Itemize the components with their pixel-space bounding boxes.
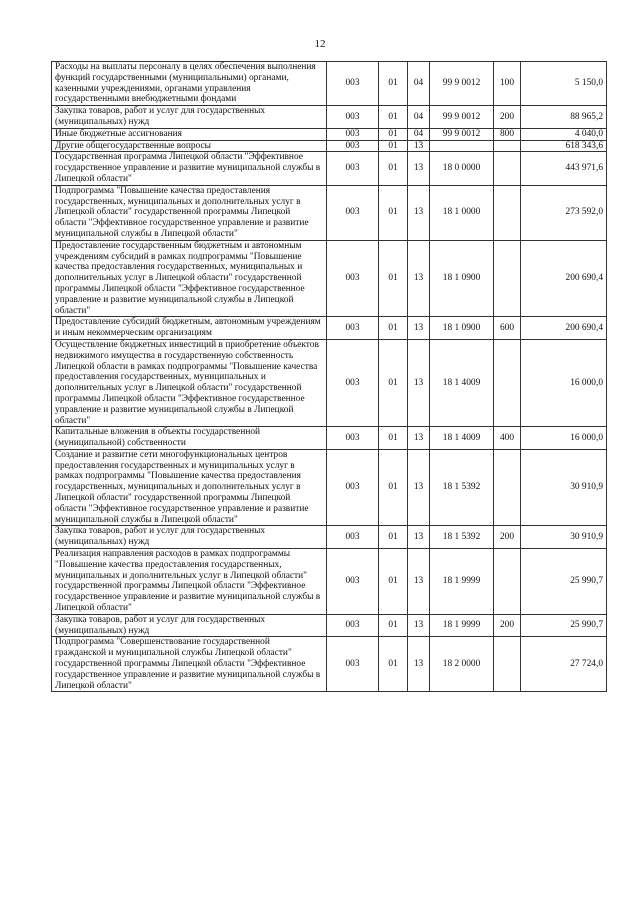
section-cell: 01 [379, 449, 408, 526]
expense-name-cell: Подпрограмма "Совершенствование государственной гражданской и муниципальной службы Липецкой области" государственной программы Липецкой области "Эффективное государственное управление и развитие муниципальной службы в Липецкой области" [52, 637, 327, 692]
amount-cell: 200 690,4 [521, 240, 607, 317]
target-item-cell [430, 140, 494, 152]
expense-type-cell [494, 449, 521, 526]
subsection-cell: 13 [408, 614, 430, 637]
table-row [52, 449, 607, 526]
table-row [52, 427, 607, 450]
department-code-cell: 003 [327, 317, 379, 340]
department-code-cell: 003 [327, 152, 379, 185]
amount-cell: 30 910,9 [521, 526, 607, 549]
expense-type-cell [494, 140, 521, 152]
section-cell: 01 [379, 526, 408, 549]
table-row [52, 637, 607, 692]
section-cell: 01 [379, 140, 408, 152]
department-code-cell: 003 [327, 62, 379, 106]
table-row [52, 62, 607, 106]
target-item-cell: 99 9 0012 [430, 128, 494, 140]
table-row [52, 152, 607, 185]
target-item-cell: 18 2 0000 [430, 637, 494, 692]
expense-type-cell [494, 152, 521, 185]
expense-name-cell: Закупка товаров, работ и услуг для государственных (муниципальных) нужд [52, 526, 327, 549]
section-cell: 01 [379, 240, 408, 317]
expense-type-cell [494, 637, 521, 692]
budget-table-body [52, 62, 607, 692]
section-cell: 01 [379, 152, 408, 185]
expense-name-cell: Расходы на выплаты персоналу в целях обеспечения выполнения функций государственными (муниципальными) органами, казенными учреждениями, органами управления государственными внебюджетными фондами [52, 62, 327, 106]
expense-name-cell: Предоставление государственным бюджетным и автономным учреждениям субсидий в рамках подпрограммы "Повышение качества предоставления государственных, муниципальных и дополнительных услуг в Липецкой области" государственной программы Липецкой области "Эффективное государственное управление и развитие муниципальной службы в Липецкой области" [52, 240, 327, 317]
expense-name-cell: Закупка товаров, работ и услуг для государственных (муниципальных) нужд [52, 106, 327, 129]
table-row [52, 140, 607, 152]
page-number: 12 [314, 38, 326, 50]
department-code-cell: 003 [327, 549, 379, 615]
table-row [52, 317, 607, 340]
section-cell: 01 [379, 106, 408, 129]
table-row [52, 240, 607, 317]
expense-type-cell: 600 [494, 317, 521, 340]
expense-type-cell [494, 240, 521, 317]
expense-type-cell [494, 185, 521, 240]
target-item-cell: 99 9 0012 [430, 106, 494, 129]
target-item-cell: 18 0 0000 [430, 152, 494, 185]
table-row [52, 549, 607, 615]
department-code-cell: 003 [327, 140, 379, 152]
department-code-cell: 003 [327, 128, 379, 140]
expense-type-cell [494, 549, 521, 615]
subsection-cell: 13 [408, 317, 430, 340]
target-item-cell: 99 9 0012 [430, 62, 494, 106]
amount-cell: 25 990,7 [521, 614, 607, 637]
expense-name-cell: Подпрограмма "Повышение качества предоставления государственных, муниципальных и дополнительных услуг в Липецкой области" государственной программы Липецкой области "Эффективное государственное управление и развитие муниципальной службы в Липецкой области" [52, 185, 327, 240]
amount-cell: 25 990,7 [521, 549, 607, 615]
expense-type-cell: 100 [494, 62, 521, 106]
target-item-cell: 18 1 9999 [430, 614, 494, 637]
expense-name-cell: Создание и развитие сети многофункциональных центров предоставления государственных и муниципальных услуг в рамках подпрограммы "Повышение качества предоставления государственных, муниципальных и дополнительных услуг в Липецкой области" государственной программы Липецкой области "Эффективное государственное управление и развитие муниципальной службы в Липецкой области" [52, 449, 327, 526]
expense-type-cell: 200 [494, 526, 521, 549]
table-row [52, 128, 607, 140]
target-item-cell: 18 1 0900 [430, 317, 494, 340]
target-item-cell: 18 1 9999 [430, 549, 494, 615]
amount-cell: 618 343,6 [521, 140, 607, 152]
expense-name-cell: Закупка товаров, работ и услуг для государственных (муниципальных) нужд [52, 614, 327, 637]
table-row [52, 106, 607, 129]
section-cell: 01 [379, 339, 408, 426]
expense-type-cell: 400 [494, 427, 521, 450]
target-item-cell: 18 1 0000 [430, 185, 494, 240]
expense-name-cell: Другие общегосударственные вопросы [52, 140, 327, 152]
expense-name-cell: Иные бюджетные ассигнования [52, 128, 327, 140]
department-code-cell: 003 [327, 614, 379, 637]
target-item-cell: 18 1 0900 [430, 240, 494, 317]
table-row [52, 614, 607, 637]
subsection-cell: 13 [408, 140, 430, 152]
section-cell: 01 [379, 185, 408, 240]
expense-name-cell: Реализация направления расходов в рамках подпрограммы "Повышение качества предоставления государственных, муниципальных и дополнительных услуг в Липецкой области" государственной программы Липецкой области "Эффективное государственное управление и развитие муниципальной службы в Липецкой области" [52, 549, 327, 615]
target-item-cell: 18 1 5392 [430, 526, 494, 549]
amount-cell: 16 000,0 [521, 339, 607, 426]
expense-name-cell: Осуществление бюджетных инвестиций в приобретение объектов недвижимого имущества в государственную собственность Липецкой области в рамках подпрограммы "Повышение качества предоставления государственных, муниципальных и дополнительных услуг в Липецкой области" государственной программы Липецкой области "Эффективное государственное управление и развитие муниципальной службы в Липецкой области" [52, 339, 327, 426]
amount-cell: 273 592,0 [521, 185, 607, 240]
department-code-cell: 003 [327, 637, 379, 692]
subsection-cell: 13 [408, 449, 430, 526]
amount-cell: 27 724,0 [521, 637, 607, 692]
department-code-cell: 003 [327, 339, 379, 426]
subsection-cell: 13 [408, 549, 430, 615]
table-row [52, 185, 607, 240]
department-code-cell: 003 [327, 106, 379, 129]
section-cell: 01 [379, 549, 408, 615]
subsection-cell: 13 [408, 339, 430, 426]
subsection-cell: 13 [408, 637, 430, 692]
department-code-cell: 003 [327, 240, 379, 317]
target-item-cell: 18 1 4009 [430, 427, 494, 450]
amount-cell: 30 910,9 [521, 449, 607, 526]
expense-name-cell: Капитальные вложения в объекты государственной (муниципальной) собственности [52, 427, 327, 450]
subsection-cell: 13 [408, 526, 430, 549]
department-code-cell: 003 [327, 185, 379, 240]
expense-type-cell: 200 [494, 614, 521, 637]
amount-cell: 4 040,0 [521, 128, 607, 140]
department-code-cell: 003 [327, 427, 379, 450]
subsection-cell: 04 [408, 106, 430, 129]
department-code-cell: 003 [327, 449, 379, 526]
department-code-cell: 003 [327, 526, 379, 549]
section-cell: 01 [379, 317, 408, 340]
expense-name-cell: Государственная программа Липецкой области "Эффективное государственное управление и развитие муниципальной службы в Липецкой области" [52, 152, 327, 185]
target-item-cell: 18 1 5392 [430, 449, 494, 526]
amount-cell: 88 965,2 [521, 106, 607, 129]
section-cell: 01 [379, 128, 408, 140]
expense-type-cell [494, 339, 521, 426]
subsection-cell: 13 [408, 240, 430, 317]
expense-type-cell: 200 [494, 106, 521, 129]
subsection-cell: 13 [408, 185, 430, 240]
subsection-cell: 13 [408, 427, 430, 450]
subsection-cell: 04 [408, 128, 430, 140]
section-cell: 01 [379, 614, 408, 637]
section-cell: 01 [379, 637, 408, 692]
section-cell: 01 [379, 62, 408, 106]
table-row [52, 526, 607, 549]
amount-cell: 16 000,0 [521, 427, 607, 450]
expense-type-cell: 800 [494, 128, 521, 140]
subsection-cell: 13 [408, 152, 430, 185]
table-row [52, 339, 607, 426]
amount-cell: 5 150,0 [521, 62, 607, 106]
subsection-cell: 04 [408, 62, 430, 106]
amount-cell: 443 971,6 [521, 152, 607, 185]
target-item-cell: 18 1 4009 [430, 339, 494, 426]
expense-name-cell: Предоставление субсидий бюджетным, автономным учреждениям и иным некоммерческим организациям [52, 317, 327, 340]
section-cell: 01 [379, 427, 408, 450]
amount-cell: 200 690,4 [521, 317, 607, 340]
budget-table [51, 61, 607, 692]
